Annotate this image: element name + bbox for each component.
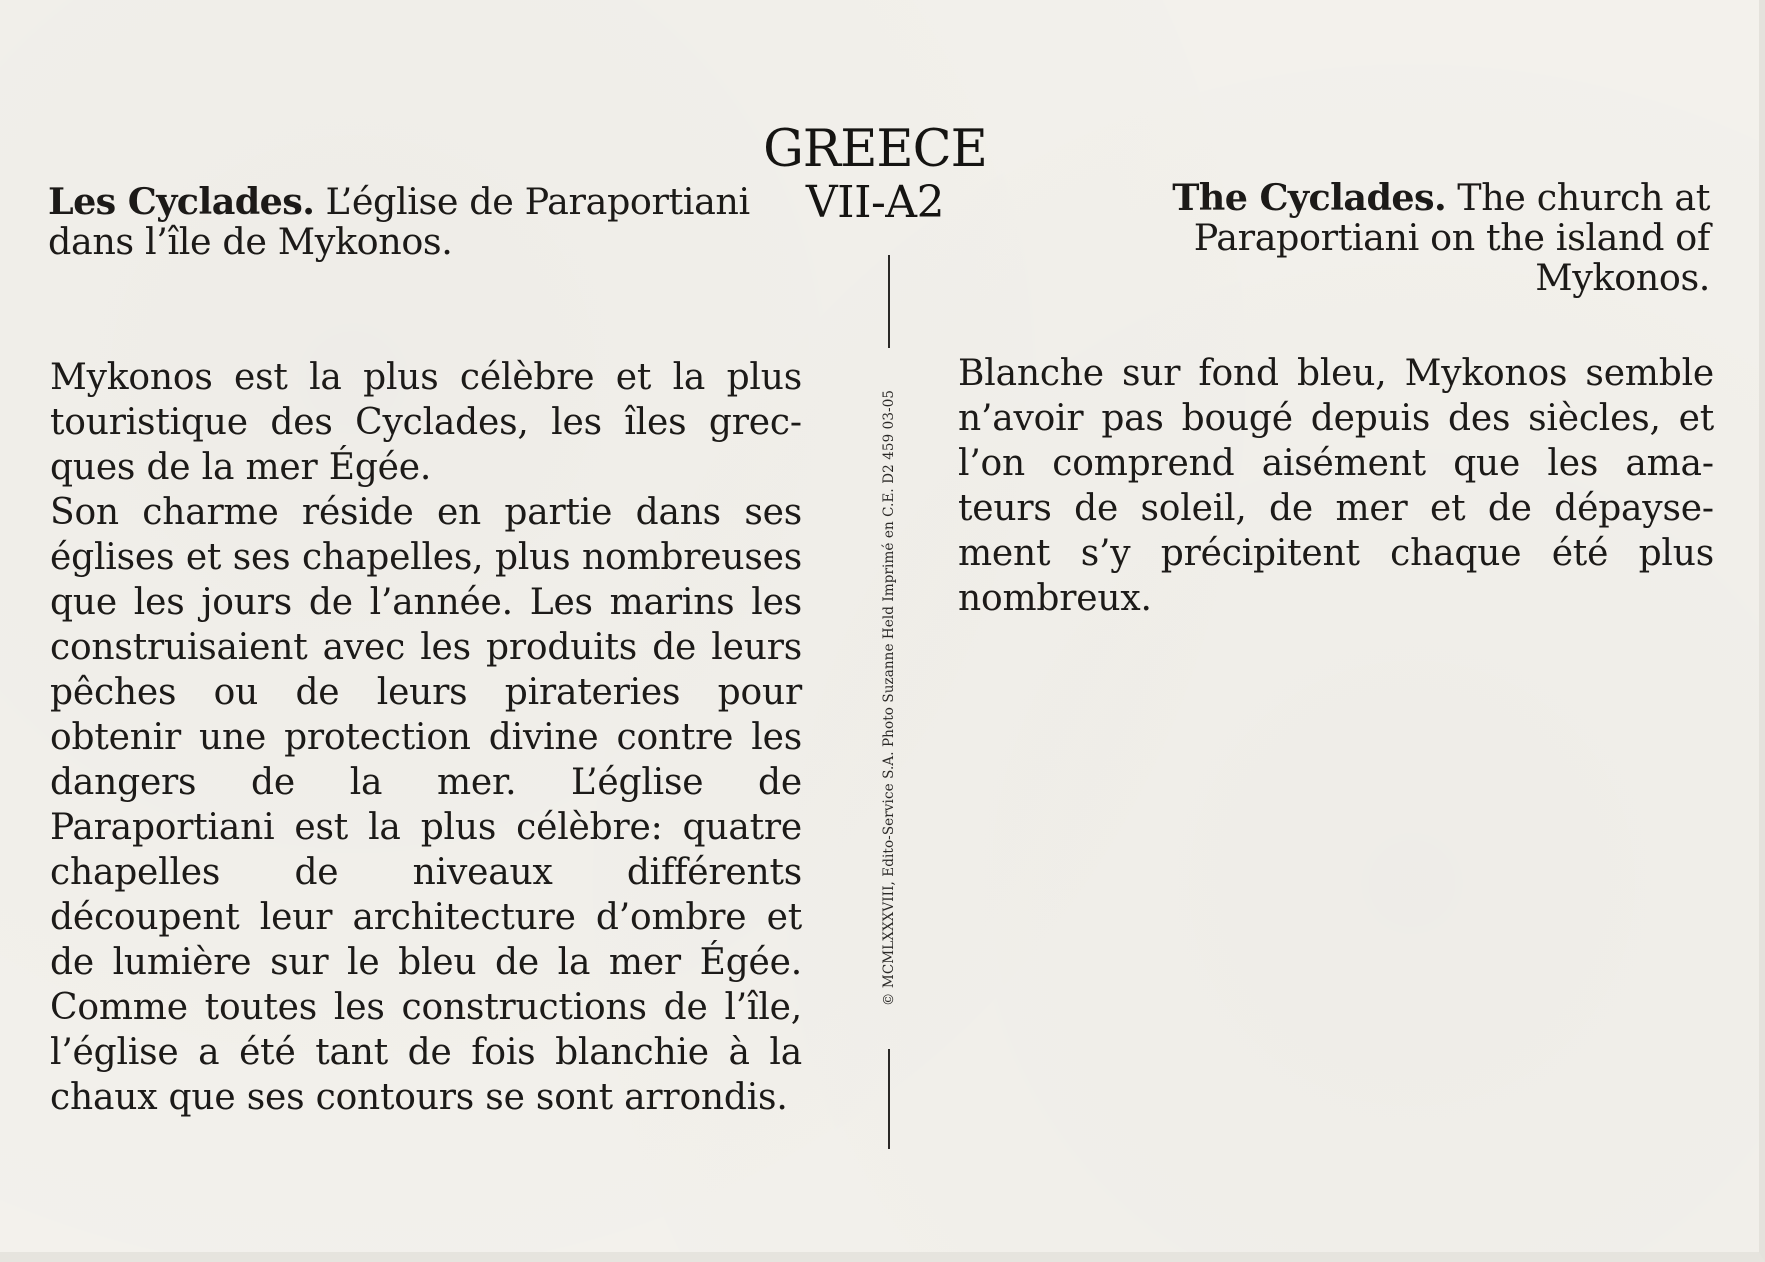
- body-text-french: Mykonos est la plus célèbre et la plus touristique des Cyclades, les îles grecques de la mer Égée. Son charme réside en partie dans ses églises et ses chapelles, plus nombreuses que les jours de l’année. Les marins les construisaient avec les produits de leurs pêches ou de leurs pirateries pour obtenir une protection divine contre les dangers de la mer. L’église de Paraportiani est la plus célèbre: quatre chapelles de niveaux différents découpent leur architecture d’ombre et de lumière sur le bleu de la mer Égée. Comme toutes les constructions de l’île, l’église a été tant de fois blanchie à la chaux que ses contours se sont arrondis.: [50, 357, 802, 1118]
- caption-english: [1100, 178, 1710, 298]
- publisher-credit: © MCMLXXXVIII, Edito-Service S.A. Photo Suzanne Held Imprimé en C.E. D2 459 03-05: [881, 389, 897, 1007]
- caption-french: [48, 182, 768, 262]
- country-title: GREECE: [763, 120, 987, 179]
- center-divider-top: [888, 255, 890, 348]
- caption-french-lead: Les Cyclades.: [48, 180, 315, 223]
- center-divider-bottom: [888, 1049, 890, 1149]
- card-code: VII-A2: [805, 177, 945, 228]
- caption-english-lead: The Cyclades.: [1172, 176, 1447, 219]
- caption-english-text: The church at Paraportiani on the island of Mykonos.: [1193, 176, 1710, 299]
- caption-french-text: L’église de Paraportiani dans l’île de Mykonos.: [48, 180, 750, 263]
- body-text-english: Blanche sur fond bleu, Mykonos semble n’avoir pas bougé depuis des siècles, et l’on comprend aisément que les amateurs de soleil, de mer et de dépaysement s’y précipitent chaque été plus nombreux.: [958, 353, 1714, 619]
